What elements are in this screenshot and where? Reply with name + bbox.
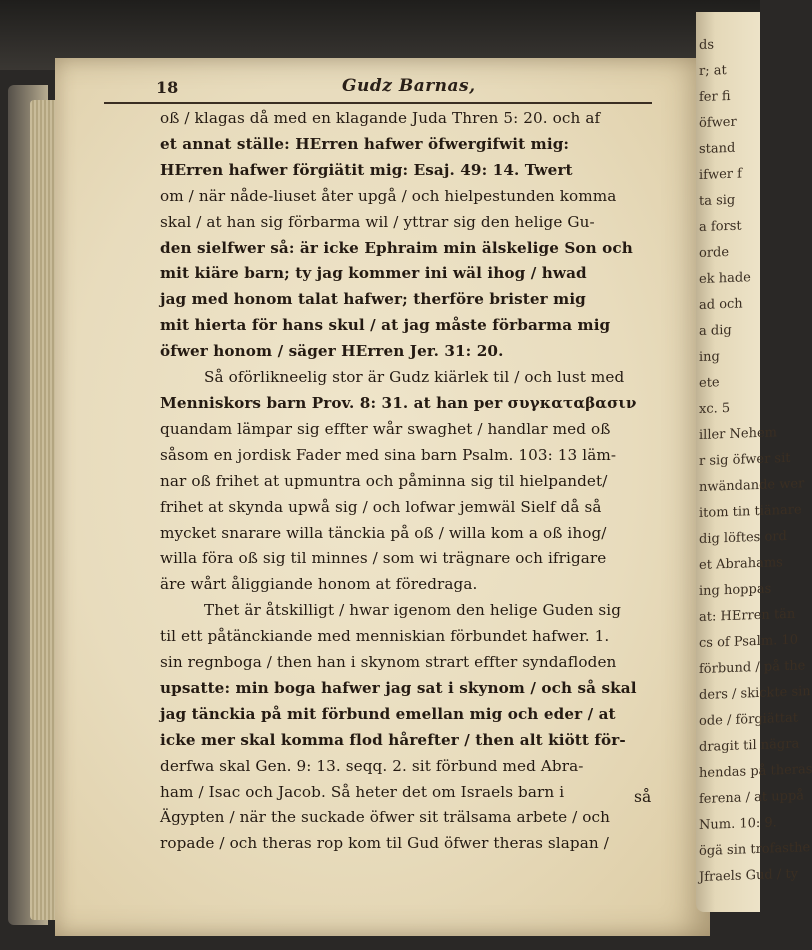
text-line: om / när nåde-liuset åter upgå / och hielpestunden komma — [160, 186, 617, 205]
text-line: Ägypten / när the suckade öfwer sit trälsama arbete / och — [160, 808, 610, 827]
facing-page-line: fer fi — [699, 88, 731, 106]
catchword: så — [634, 788, 652, 806]
facing-page-line: ing hoppas — [699, 581, 772, 600]
text-line: et annat ställe: HErren hafwer öfwergifwit mig: — [160, 134, 570, 153]
facing-page-line: r sig öfwer sit — [699, 450, 791, 470]
text-line: Så oförlikneelig stor är Gudz kiärlek til / och lust med — [204, 368, 625, 387]
text-line: HErren hafwer förgiätit mig: Esaj. 49: 14. Twert — [160, 160, 573, 179]
facing-page-line: itom tin tiänare — [699, 502, 802, 522]
text-line: oß / klagas då med en klagande Juda Thren 5: 20. och af — [160, 109, 601, 127]
facing-page-line: ders / skickte sin — [699, 684, 811, 704]
facing-page-line: et Abrahams — [699, 555, 783, 574]
text-line: mit hierta för hans skul / at jag måste förbarma mig — [160, 316, 611, 335]
header-rule — [104, 102, 652, 104]
facing-page-line: orde — [699, 244, 730, 262]
facing-page-line: dig löftes ord — [699, 528, 787, 548]
text-line: quandam lämpar sig effter wår swaghet / handlar med oß — [160, 419, 611, 438]
facing-page-line: stand — [699, 140, 736, 158]
facing-page-line: Jfraels Gud / ty — [699, 866, 798, 886]
text-line: derfwa skal Gen. 9: 13. seqq. 2. sit förbund med Abra- — [160, 756, 584, 775]
facing-page — [696, 12, 812, 912]
text-line: mycket snarare willa tänckia på oß / willa kom a oß ihog/ — [160, 523, 607, 542]
facing-page-text — [696, 12, 812, 890]
text-line: sin regnboga / then han i skynom strart effter syndafloden — [160, 653, 617, 672]
facing-page-line: nwändande wer — [699, 476, 805, 496]
text-line: äre wårt åliggiande honom at föredraga. — [160, 575, 478, 594]
running-head: Gudz Barnas, — [342, 76, 476, 96]
text-line: frihet at skynda upwå sig / och lofwar jemwäl Sielf då så — [160, 497, 602, 516]
text-line: jag med honom talat hafwer; therföre brister mig — [160, 290, 586, 309]
facing-page-line: r; at — [699, 63, 727, 80]
text-line: Thet är åtskilligt / hwar igenom den helige Guden sig — [204, 601, 622, 620]
text-line: ropade / och theras rop kom til Gud öfwer theras slapan / — [160, 834, 609, 853]
text-line: Menniskors barn Prov. 8: 31. at han per συγκαταβασιν — [160, 393, 637, 412]
text-line: ham / Isac och Jacob. Så heter det om Israels barn i — [160, 782, 565, 801]
facing-page-line: a dig — [699, 322, 732, 340]
facing-page-line: iller Nehem — [699, 425, 777, 444]
text-line: upsatte: min boga hafwer jag sat i skynom / och så skal — [160, 678, 637, 697]
text-line: skal / at han sig förbarma wil / yttrar sig den helige Gu- — [160, 212, 595, 231]
text-line: til ett påtänckiande med menniskian förbundet hafwer. 1. — [160, 627, 610, 646]
body-text — [160, 106, 652, 857]
facing-page-line: dragit til nägra — [699, 736, 800, 756]
facing-page-line: ode / förgiättat — [699, 710, 798, 730]
facing-page-line: ete — [699, 375, 720, 392]
facing-page-line: öfwer — [699, 114, 737, 132]
facing-page-line: förbund / på the — [699, 658, 806, 678]
page-number: 18 — [156, 78, 179, 97]
page-header — [104, 74, 652, 104]
facing-page-line: ds — [699, 37, 714, 54]
facing-page-line: at: HErren tän — [699, 606, 796, 626]
facing-page-line: ta sig — [699, 192, 736, 210]
facing-page-line: a forst — [699, 218, 742, 236]
facing-page-line: cs of Psalm. 10 — [699, 632, 798, 652]
facing-page-line: xc. 5 — [699, 400, 731, 418]
facing-page-line: Num. 10: 9. — [699, 815, 777, 834]
text-line: icke mer skal komma flod hårefter / then alt kiött för- — [160, 730, 626, 749]
facing-page-line: ek hade — [699, 270, 751, 288]
text-line: mit kiäre barn; ty jag kommer ini wäl ihog / hwad — [160, 264, 587, 283]
facing-page-line: ögä sin trofasthe — [699, 840, 811, 860]
text-line: nar oß frihet at upmuntra och påminna sig til hielpandet/ — [160, 471, 608, 490]
facing-page-line: ing — [699, 349, 720, 366]
facing-page-line: hendas på theras — [699, 762, 812, 782]
text-line: såsom en jordisk Fader med sina barn Psalm. 103: 13 läm- — [160, 445, 617, 464]
facing-page-line: ad och — [699, 296, 743, 314]
text-line: öfwer honom / säger HErren Jer. 31: 20. — [160, 342, 504, 361]
text-line: willa föra oß sig til minnes / som wi trägnare och ifrigare — [160, 549, 607, 568]
facing-page-line: ferena / at uppå — [699, 788, 805, 808]
facing-page-line: ifwer f — [699, 166, 742, 184]
text-line: jag tänckia på mit förbund emellan mig och eder / at — [160, 704, 616, 723]
text-line: den sielfwer så: är icke Ephraim min älskelige Son och — [160, 238, 633, 257]
